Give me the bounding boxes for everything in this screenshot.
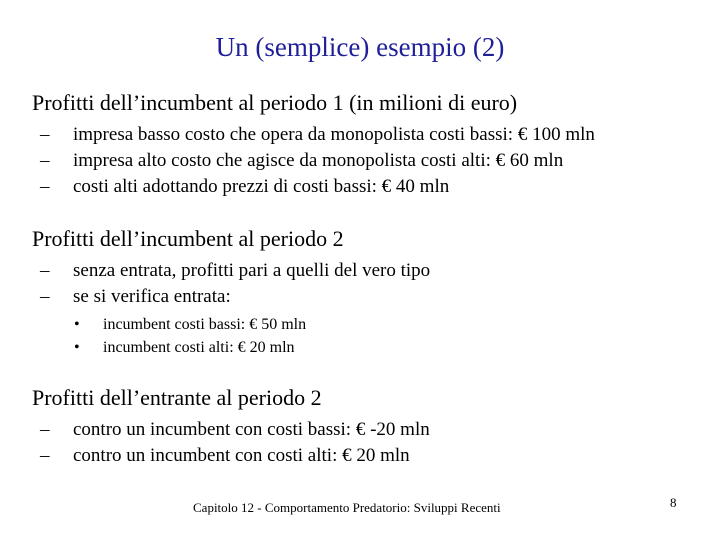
list-item bbox=[32, 122, 712, 148]
section-heading: Profitti dell’incumbent al periodo 2 bbox=[32, 226, 344, 251]
list-item-text: costi alti adottando prezzi di costi bassi: € 40 mln bbox=[73, 176, 450, 197]
sub-list-item bbox=[32, 313, 712, 336]
item-list bbox=[32, 258, 712, 310]
slide-footer: Capitolo 12 - Comportamento Predatorio: Sviluppi Recenti bbox=[193, 500, 501, 515]
sub-list-item bbox=[32, 336, 712, 359]
page-number: 8 bbox=[670, 495, 677, 510]
sub-list-item-text: incumbent costi bassi: € 50 mln bbox=[103, 316, 307, 333]
list-item-text: senza entrata, profitti pari a quelli del vero tipo bbox=[73, 260, 431, 281]
dash-marker: – bbox=[40, 445, 50, 466]
bullet-marker: • bbox=[74, 316, 80, 333]
item-list bbox=[32, 122, 712, 200]
item-list bbox=[32, 417, 712, 469]
dash-marker: – bbox=[40, 260, 50, 281]
list-item bbox=[32, 284, 712, 310]
list-item-text: se si verifica entrata: bbox=[73, 286, 231, 307]
subitem-list bbox=[32, 313, 712, 359]
section-incumbent-period-2 bbox=[32, 226, 712, 359]
list-item bbox=[32, 443, 712, 469]
sub-list-item-text: incumbent costi alti: € 20 mln bbox=[103, 339, 295, 356]
list-item-text: contro un incumbent con costi bassi: € -20 mln bbox=[73, 419, 430, 440]
list-item bbox=[32, 417, 712, 443]
dash-marker: – bbox=[40, 176, 50, 197]
dash-marker: – bbox=[40, 124, 50, 145]
list-item-text: contro un incumbent con costi alti: € 20 mln bbox=[73, 445, 410, 466]
list-item-text: impresa alto costo che agisce da monopolista costi alti: € 60 mln bbox=[73, 150, 564, 171]
dash-marker: – bbox=[40, 150, 50, 171]
list-item bbox=[32, 258, 712, 284]
bullet-marker: • bbox=[74, 339, 80, 356]
dash-marker: – bbox=[40, 286, 50, 307]
slide-title: Un (semplice) esempio (2) bbox=[215, 32, 505, 62]
section-incumbent-period-1 bbox=[32, 90, 712, 200]
section-heading: Profitti dell’incumbent al periodo 1 (in milioni di euro) bbox=[32, 90, 518, 115]
list-item bbox=[32, 148, 712, 174]
dash-marker: – bbox=[40, 419, 50, 440]
section-heading: Profitti dell’entrante al periodo 2 bbox=[32, 385, 322, 410]
list-item-text: impresa basso costo che opera da monopolista costi bassi: € 100 mln bbox=[73, 124, 595, 145]
list-item bbox=[32, 174, 712, 200]
section-entrant-period-2 bbox=[32, 385, 712, 469]
